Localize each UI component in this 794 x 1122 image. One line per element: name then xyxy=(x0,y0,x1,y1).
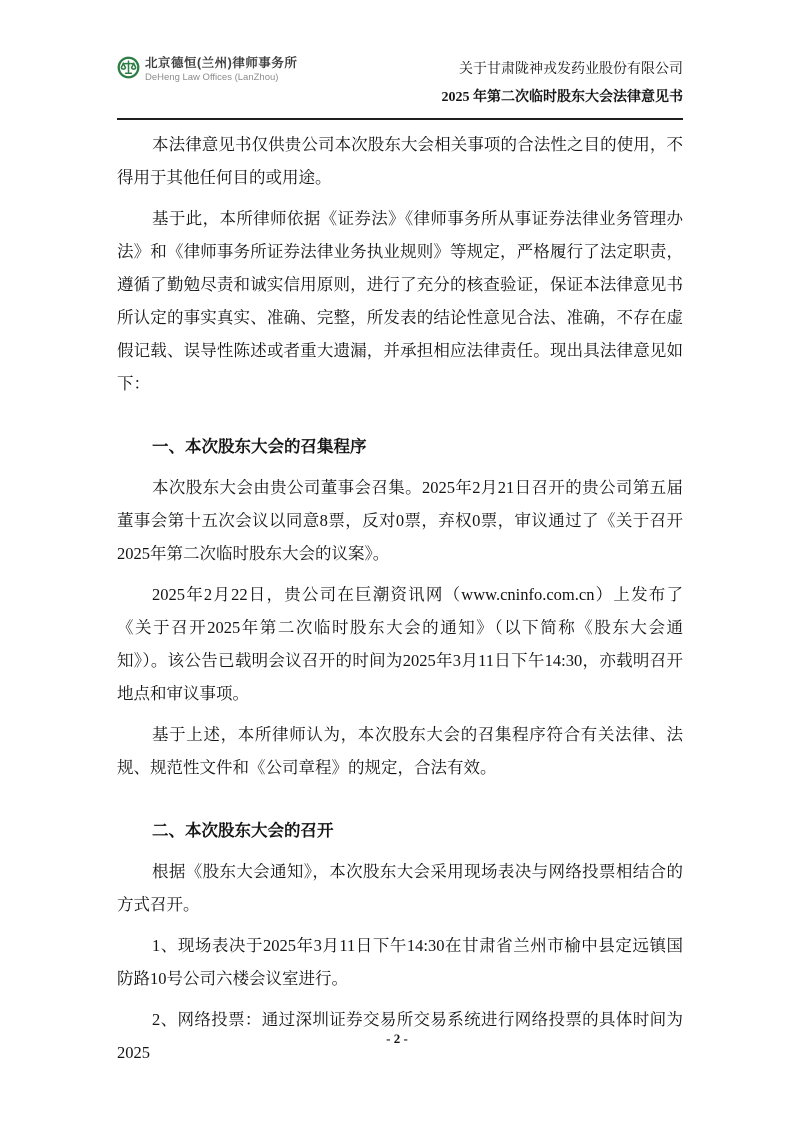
document-title-line2: 2025 年第二次临时股东大会法律意见书 xyxy=(441,90,683,105)
section-heading-1: 一、本次股东大会的召集程序 xyxy=(152,437,367,456)
page-header xyxy=(117,54,683,120)
document-title-line1: 关于甘肃陇神戎发药业股份有限公司 xyxy=(459,62,683,77)
page-footer xyxy=(0,1029,794,1049)
firm-name-chinese: 北京德恒(兰州)律师事务所 xyxy=(145,56,298,70)
deheng-logo-icon xyxy=(117,56,140,79)
paragraph-meeting-method: 根据《股东大会通知》，本次股东大会采用现场表决与网络投票相结合的方式召开。 xyxy=(117,862,683,914)
document-body xyxy=(117,128,683,1077)
paragraph-usage-restriction: 本法律意见书仅供贵公司本次股东大会相关事项的合法性之目的使用，不得用于其他任何目的或用途。 xyxy=(117,135,683,187)
firm-identity xyxy=(117,54,297,84)
section-heading-2: 二、本次股东大会的召开 xyxy=(152,821,334,840)
firm-name-english: DeHeng Law Offices (LanZhou) xyxy=(145,72,279,83)
paragraph-lawyer-statement: 基于此，本所律师依据《证券法》《律师事务所从事证券法律业务管理办法》和《律师事务所证券法律业务执业规则》等规定，严格履行了法定职责，遵循了勤勉尽责和诚实信用原则，进行了充分的核查验证，保证本法律意见书所认定的事实真实、准确、完整，所发表的结论性意见合法、准确，不存在虚假记载、误导性陈述或者重大遗漏，并承担相应法律责任。现出具法律意见如下： xyxy=(117,209,683,393)
paragraph-board-convening: 本次股东大会由贵公司董事会召集。2025年2月21日召开的贵公司第五届董事会第十五次会议以同意8票，反对0票，弃权0票，审议通过了《关于召开2025年第二次临时股东大会的议案》。 xyxy=(117,478,683,563)
paragraph-notice-publication: 2025年2月22日，贵公司在巨潮资讯网（www.cninfo.com.cn）上发布了《关于召开2025年第二次临时股东大会的通知》（以下简称《股东大会通知》）。该公告已载明会议召开的时间为2025年3月11日下午14:30，亦载明召开地点和审议事项。 xyxy=(117,585,683,703)
document-title-block xyxy=(442,54,684,112)
page-number: - 2 - xyxy=(386,1031,408,1046)
paragraph-online-voting: 2、网络投票：通过深圳证券交易所交易系统进行网络投票的具体时间为2025 xyxy=(117,1010,683,1062)
paragraph-convening-conclusion: 基于上述，本所律师认为，本次股东大会的召集程序符合有关法律、法规、规范性文件和《公司章程》的规定，合法有效。 xyxy=(117,725,683,777)
paragraph-onsite-voting: 1、现场表决于2025年3月11日下午14:30在甘肃省兰州市榆中县定远镇国防路10号公司六楼会议室进行。 xyxy=(117,936,683,988)
firm-name-block xyxy=(145,56,297,84)
